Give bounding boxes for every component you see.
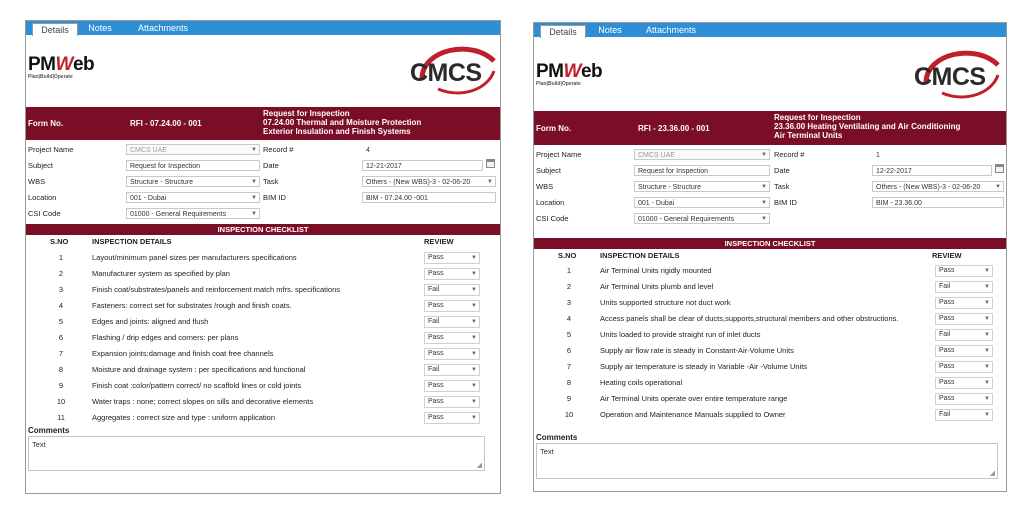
checklist-row — [534, 295, 1006, 311]
tab-bar — [534, 23, 1006, 37]
review-value: Fail — [939, 331, 951, 338]
row-number: 6 — [566, 346, 572, 355]
review-value: Pass — [939, 363, 955, 370]
cmcs-logo: CMCS — [914, 63, 986, 91]
csi-code-label: CSI Code — [28, 209, 61, 218]
inspection-detail: Air Terminal Units rigidly mounted — [600, 266, 712, 275]
checklist-title: INSPECTION CHECKLIST — [26, 224, 500, 235]
chevron-down-icon: ▼ — [984, 268, 990, 274]
field-row — [26, 206, 500, 221]
form-no: RFI - 07.24.00 - 001 — [130, 119, 202, 128]
bim-id-label: BIM ID — [263, 193, 286, 202]
checklist-row — [26, 298, 500, 314]
checklist-row — [534, 407, 1006, 423]
inspection-detail: Water traps : none; correct slopes on sills and decorative elements — [92, 397, 314, 406]
chevron-down-icon: ▼ — [471, 367, 477, 373]
row-number: 2 — [566, 282, 572, 291]
checklist-row — [534, 327, 1006, 343]
bim-id-field[interactable]: BIM - 07.24.00 -001 — [362, 192, 496, 203]
review-select[interactable] — [424, 316, 480, 328]
resize-grip-icon[interactable]: ◢ — [476, 462, 482, 469]
csi-code-select[interactable]: 01000 - General Requirements ▼ — [126, 208, 260, 219]
pmweb-logo: PMWeb Plan|Build|Operate — [536, 61, 603, 87]
checklist-row — [534, 375, 1006, 391]
inspection-detail: Heating coils operational — [600, 378, 683, 387]
review-select[interactable] — [424, 252, 480, 264]
row-number: 10 — [564, 410, 574, 419]
calendar-icon[interactable] — [486, 159, 495, 168]
inspection-detail: Air Terminal Units operate over entire temperature range — [600, 394, 788, 403]
record-label: Record # — [263, 145, 294, 154]
review-select[interactable] — [424, 348, 480, 360]
inspection-detail: Finish coat/substrates/panels and reinforcement match mfrs. specifications — [92, 285, 341, 294]
review-select[interactable] — [935, 281, 993, 293]
chevron-down-icon: ▼ — [761, 200, 767, 206]
review-value: Pass — [939, 347, 955, 354]
chevron-down-icon: ▼ — [984, 412, 990, 418]
chevron-down-icon: ▼ — [471, 351, 477, 357]
row-number: 8 — [58, 365, 64, 374]
comments-textarea[interactable]: Text ◢ — [536, 443, 998, 479]
wbs-label: WBS — [536, 182, 554, 191]
chevron-down-icon: ▼ — [984, 396, 990, 402]
chevron-down-icon: ▼ — [471, 415, 477, 421]
chevron-down-icon: ▼ — [995, 184, 1001, 190]
chevron-down-icon: ▼ — [471, 383, 477, 389]
row-number: 11 — [57, 413, 65, 422]
checklist-row — [534, 391, 1006, 407]
task-select[interactable]: Others - (New WBS)-3 - 02-06-20 ▼ — [872, 181, 1004, 192]
form-no-label: Form No. — [28, 119, 64, 128]
inspection-detail: Air Terminal Units plumb and level — [600, 282, 714, 291]
record-field: 1 — [872, 149, 1002, 160]
review-select[interactable] — [424, 300, 480, 312]
form-title: Request for Inspection 23.36.00 Heating Ventilating and Air Conditioning Air Terminal Units — [774, 113, 961, 140]
wbs-label: WBS — [28, 177, 46, 186]
review-value: Pass — [428, 334, 444, 341]
row-number: 5 — [566, 330, 572, 339]
col-review: REVIEW — [424, 237, 454, 246]
location-select[interactable]: 001 - Dubai ▼ — [634, 197, 770, 208]
row-number: 4 — [58, 301, 64, 310]
resize-grip-icon[interactable]: ◢ — [989, 470, 995, 477]
checklist-row — [26, 282, 500, 298]
row-number: 7 — [566, 362, 572, 371]
chevron-down-icon: ▼ — [471, 399, 477, 405]
chevron-down-icon: ▼ — [984, 380, 990, 386]
chevron-down-icon: ▼ — [761, 216, 767, 222]
field-row — [26, 190, 500, 205]
review-select[interactable] — [424, 380, 480, 392]
chevron-down-icon: ▼ — [984, 348, 990, 354]
task-select[interactable]: Others - (New WBS)-3 - 02-06-20 ▼ — [362, 176, 496, 187]
record-field: 4 — [362, 144, 496, 155]
wbs-select[interactable]: Structure - Structure ▼ — [126, 176, 260, 187]
location-label: Location — [28, 193, 57, 202]
inspection-detail: Supply air temperature is steady in Variable -Air -Volume Units — [600, 362, 808, 371]
form-title: Request for Inspection 07.24.00 Thermal and Moisture Protection Exterior Insulation and Finish Systems — [263, 109, 422, 136]
inspection-detail: Units loaded to provide straight run of inlet ducts — [600, 330, 761, 339]
checklist-row — [534, 263, 1006, 279]
inspection-detail: Fasteners: correct set for substrates /rough and finish coats. — [92, 301, 292, 310]
inspection-detail: Access panels shall be clear of ducts,supports,structural members and other obstructions. — [600, 314, 899, 323]
review-select[interactable] — [424, 332, 480, 344]
subject-label: Subject — [536, 166, 562, 175]
field-row — [26, 174, 500, 189]
tab-notes[interactable]: Notes — [88, 23, 112, 33]
rfi-form-left — [25, 20, 501, 494]
task-label: Task — [263, 177, 279, 186]
form-no: RFI - 23.36.00 - 001 — [638, 123, 710, 133]
form-no-label: Form No. — [536, 123, 572, 133]
col-review: REVIEW — [932, 251, 962, 260]
review-value: Pass — [428, 350, 444, 357]
field-row — [534, 179, 1006, 194]
review-select[interactable] — [424, 364, 480, 376]
comments-label: Comments — [28, 426, 70, 435]
row-number: 9 — [58, 381, 64, 390]
review-value: Pass — [428, 398, 444, 405]
subject-field[interactable]: Request for Inspection — [634, 165, 770, 176]
review-value: Pass — [939, 299, 955, 306]
chevron-down-icon: ▼ — [471, 255, 477, 261]
chevron-down-icon: ▼ — [761, 152, 767, 158]
chevron-down-icon: ▼ — [487, 179, 493, 185]
row-number: 10 — [56, 397, 66, 406]
checklist-row — [26, 346, 500, 362]
chevron-down-icon: ▼ — [471, 271, 477, 277]
subject-field[interactable]: Request for Inspection — [126, 160, 260, 171]
field-row — [534, 163, 1006, 178]
date-field[interactable]: 12-22-2017 — [872, 165, 992, 176]
review-value: Pass — [428, 382, 444, 389]
bim-id-field[interactable]: BIM - 23.36.00 — [872, 197, 1004, 208]
chevron-down-icon: ▼ — [251, 179, 257, 185]
calendar-icon[interactable] — [995, 164, 1004, 173]
row-number: 8 — [566, 378, 572, 387]
comments-label: Comments — [536, 433, 578, 442]
project-name-label: Project Name — [28, 145, 74, 154]
chevron-down-icon: ▼ — [984, 284, 990, 290]
review-select[interactable] — [935, 265, 993, 277]
review-select[interactable] — [424, 268, 480, 280]
review-select[interactable] — [424, 412, 480, 424]
review-select[interactable] — [935, 361, 993, 373]
review-value: Fail — [428, 318, 440, 325]
inspection-detail: Aggregates : correct size and type : uniform application — [92, 413, 276, 422]
field-row — [534, 147, 1006, 162]
csi-code-select[interactable]: 01000 - General Requirements ▼ — [634, 213, 770, 224]
review-value: Pass — [939, 315, 955, 322]
row-number: 2 — [58, 269, 64, 278]
row-number: 9 — [566, 394, 572, 403]
review-value: Fail — [939, 411, 951, 418]
review-select[interactable] — [935, 409, 993, 421]
tab-attachments[interactable]: Attachments — [137, 23, 189, 33]
field-row — [26, 158, 500, 173]
review-value: Pass — [428, 270, 444, 277]
csi-code-label: CSI Code — [536, 214, 569, 223]
chevron-down-icon: ▼ — [251, 147, 257, 153]
review-select[interactable] — [935, 345, 993, 357]
row-number: 5 — [58, 317, 64, 326]
field-row — [534, 211, 1006, 226]
row-number: 6 — [58, 333, 64, 342]
record-label: Record # — [774, 150, 805, 159]
chevron-down-icon: ▼ — [471, 335, 477, 341]
review-select[interactable] — [935, 329, 993, 341]
review-value: Fail — [939, 283, 951, 290]
tab-bar — [26, 21, 500, 35]
chevron-down-icon: ▼ — [984, 300, 990, 306]
chevron-down-icon: ▼ — [984, 316, 990, 322]
inspection-detail: Expansion joints:damage and finish coat free channels — [92, 349, 274, 358]
form-header-band — [26, 107, 500, 140]
date-label: Date — [263, 161, 279, 170]
project-name-label: Project Name — [536, 150, 582, 159]
review-select[interactable] — [424, 284, 480, 296]
tab-details[interactable]: Details — [540, 25, 586, 38]
inspection-detail: Moisture and drainage system : per specifications and functional — [92, 365, 306, 374]
form-header-band — [534, 111, 1006, 145]
chevron-down-icon: ▼ — [471, 287, 477, 293]
field-row — [26, 142, 500, 157]
col-sno: S.NO — [50, 237, 69, 246]
review-select[interactable] — [935, 297, 993, 309]
review-value: Pass — [428, 254, 444, 261]
col-sno: S.NO — [558, 251, 577, 260]
review-select[interactable] — [935, 393, 993, 405]
rfi-form-right — [533, 22, 1007, 492]
comments-textarea[interactable]: Text ◢ — [28, 436, 485, 471]
inspection-detail: Layout/minimum panel sizes per manufacturers specifications — [92, 253, 297, 262]
review-value: Fail — [428, 286, 440, 293]
checklist-row — [26, 394, 500, 410]
pmweb-logo: PMWeb Plan|Build|Operate — [28, 54, 95, 80]
checklist-row — [534, 279, 1006, 295]
checklist-row — [26, 250, 500, 266]
row-number: 1 — [58, 253, 64, 262]
review-value: Pass — [428, 414, 444, 421]
checklist-row — [26, 362, 500, 378]
chevron-down-icon: ▼ — [761, 184, 767, 190]
tab-notes[interactable]: Notes — [598, 25, 622, 35]
col-details: INSPECTION DETAILS — [600, 251, 680, 260]
tab-attachments[interactable]: Attachments — [645, 25, 697, 35]
review-select[interactable] — [935, 377, 993, 389]
project-name-field[interactable]: CMCS UAE ▼ — [126, 144, 260, 155]
location-select[interactable]: 001 - Dubai ▼ — [126, 192, 260, 203]
field-row — [534, 195, 1006, 210]
review-value: Pass — [939, 267, 955, 274]
checklist-row — [26, 266, 500, 282]
chevron-down-icon: ▼ — [471, 319, 477, 325]
chevron-down-icon: ▼ — [471, 303, 477, 309]
task-label: Task — [774, 182, 790, 191]
chevron-down-icon: ▼ — [251, 195, 257, 201]
checklist-title: INSPECTION CHECKLIST — [534, 238, 1006, 249]
project-name-field[interactable]: CMCS UAE ▼ — [634, 149, 770, 160]
date-label: Date — [774, 166, 790, 175]
checklist-row — [26, 410, 500, 426]
checklist-row — [26, 378, 500, 394]
review-value: Pass — [939, 395, 955, 402]
checklist-row — [534, 359, 1006, 375]
row-number: 4 — [566, 314, 572, 323]
inspection-detail: Finish coat :color/pattern correct/ no scaffold lines or cold joints — [92, 381, 302, 390]
bim-id-label: BIM ID — [774, 198, 797, 207]
inspection-detail: Edges and joints: aligned and flush — [92, 317, 209, 326]
row-number: 3 — [58, 285, 64, 294]
checklist-row — [534, 343, 1006, 359]
wbs-select[interactable]: Structure - Structure ▼ — [634, 181, 770, 192]
review-select[interactable] — [935, 313, 993, 325]
inspection-detail: Flashing / drip edges and corners: per plans — [92, 333, 239, 342]
tab-details[interactable]: Details — [32, 23, 78, 36]
review-value: Fail — [428, 366, 440, 373]
inspection-detail: Operation and Maintenance Manuals supplied to Owner — [600, 410, 786, 419]
inspection-detail: Units supported structure not duct work — [600, 298, 731, 307]
date-field[interactable]: 12-21-2017 — [362, 160, 483, 171]
checklist-row — [26, 314, 500, 330]
checklist-row — [26, 330, 500, 346]
chevron-down-icon: ▼ — [984, 364, 990, 370]
review-value: Pass — [428, 302, 444, 309]
row-number: 3 — [566, 298, 572, 307]
review-select[interactable] — [424, 396, 480, 408]
inspection-detail: Manufacturer system as specified by plan — [92, 269, 230, 278]
row-number: 7 — [58, 349, 64, 358]
subject-label: Subject — [28, 161, 54, 170]
checklist-row — [534, 311, 1006, 327]
inspection-detail: Supply air flow rate is steady in Constant-Air-Volume Units — [600, 346, 794, 355]
chevron-down-icon: ▼ — [984, 332, 990, 338]
review-value: Pass — [939, 379, 955, 386]
cmcs-logo: CMCS — [410, 59, 482, 87]
location-label: Location — [536, 198, 565, 207]
chevron-down-icon: ▼ — [251, 211, 257, 217]
row-number: 1 — [566, 266, 572, 275]
col-details: INSPECTION DETAILS — [92, 237, 172, 246]
